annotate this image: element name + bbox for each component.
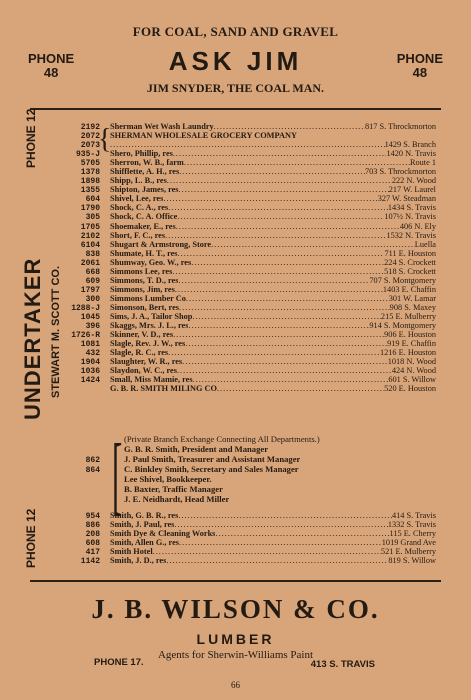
leader-dots [177, 366, 392, 375]
pbx-note-row [56, 434, 436, 444]
listing-address: 1019 Grand Ave [381, 538, 436, 548]
leader-dots [192, 312, 381, 321]
leader-dots [175, 285, 383, 294]
listing-address: 224 S. Crockett [384, 257, 436, 267]
leader-dots [166, 556, 388, 565]
leader-dots [182, 357, 388, 366]
listing-row [56, 312, 436, 321]
listing-address: 1403 E. Chaffin [382, 284, 436, 294]
phone-number: 5705 [80, 159, 100, 169]
brace-icon: { [98, 124, 112, 155]
leader-dots [186, 294, 389, 303]
leader-dots [215, 529, 389, 538]
phone-number: 1288-J [71, 303, 100, 313]
leader-dots [179, 538, 382, 547]
listing-name: Smith, J. D., res [110, 556, 167, 566]
side-undertaker: UNDERTAKER [20, 257, 45, 420]
listing-row [56, 212, 436, 221]
ad-subline: JIM SNYDER, THE COAL MAN. [146, 81, 325, 95]
pbx-line: J. E. Neidhardt, Head Miller [124, 494, 230, 504]
listing-row [56, 538, 436, 547]
leader-dots [176, 222, 400, 231]
phone-number: 668 [85, 267, 100, 277]
listing-name: Sherron, W. B., farm [110, 158, 184, 168]
listing-address: 711 E. Houston [384, 248, 436, 258]
phone-number: 1378 [80, 168, 100, 178]
listing-address: 1420 N. Travis [386, 149, 436, 159]
listing-row [56, 276, 436, 285]
listing-name: Slagle, R. C., res [110, 348, 169, 358]
leader-dots [163, 194, 377, 203]
phone-number: 1142 [80, 557, 100, 567]
pbx-line-row [56, 474, 436, 484]
listing-name: Skaggs, Mrs. J. L., res [110, 321, 189, 331]
listing-address: 521 E. Mulberry [380, 547, 436, 557]
phone-number: 1726-R [71, 331, 100, 341]
listing-row [56, 240, 436, 249]
listing-name: Simmons, T. D., res [110, 275, 179, 285]
listing-row [56, 529, 436, 538]
listing-row [56, 194, 436, 203]
leader-dots [193, 375, 389, 384]
wilson-lumber: LUMBER [196, 631, 275, 647]
phone-number: 886 [85, 521, 100, 531]
pbx-line-row [56, 444, 436, 454]
listing-address: 424 N. Wood [391, 366, 436, 376]
listing-address: 327 W. Steadman [377, 194, 436, 204]
pbx-number-1: 862 [85, 456, 100, 465]
leader-dots [168, 348, 380, 357]
listing-name: Shipton, James, res [110, 185, 179, 195]
pbx-line-row [56, 484, 436, 494]
listing-address: 703 S. Throckmorton [364, 167, 436, 177]
listing-address: 518 S. Crockett [384, 266, 436, 276]
listing-name: Shero, Phillip, res [110, 149, 173, 159]
leader-dots [110, 140, 385, 149]
listing-row [56, 231, 436, 240]
phone-number: 305 [85, 213, 100, 223]
listing-address: 914 S. Montgomery [369, 321, 436, 331]
listing-row [56, 258, 436, 267]
phone-right-number: 48 [412, 65, 428, 80]
leader-dots [191, 258, 384, 267]
listing-row [56, 203, 436, 212]
wilson-agents: Agents for Sherwin-Williams Paint [157, 649, 314, 661]
listing-name: Smith, J. Paul, res [110, 520, 175, 530]
listing-name: Smith Hotel [110, 547, 153, 557]
listing-address: 414 S. Travis [391, 511, 436, 520]
listing-address: 301 W. Lamar [388, 293, 436, 303]
footer-divider [30, 580, 441, 582]
listing-row [56, 384, 436, 393]
listing-address: 919 E. Chaffin [387, 339, 436, 349]
listing-row [56, 520, 436, 529]
phone-number: 208 [85, 530, 100, 540]
leader-dots [173, 149, 387, 158]
leader-dots [177, 212, 384, 221]
leader-dots [173, 330, 384, 339]
phone-number: 1904 [80, 358, 100, 368]
leader-dots [168, 203, 388, 212]
listing-row [56, 375, 436, 384]
side-phone-bottom: PHONE 12 [24, 508, 38, 568]
listing-row [56, 294, 436, 303]
pbx-line-row [56, 464, 436, 474]
listing-address: 707 S. Montgomery [369, 275, 436, 285]
listing-row [56, 122, 436, 131]
leader-dots [179, 185, 389, 194]
phone-number: 609 [85, 276, 100, 286]
listing-row [56, 176, 436, 185]
listing-row [56, 357, 436, 366]
phone-left-label: PHONE [28, 51, 75, 66]
listing-row [56, 321, 436, 330]
listing-address: 406 N. Ely [399, 221, 436, 231]
listing-row [56, 185, 436, 194]
listing-row [56, 158, 436, 167]
phone-number: 1081 [80, 340, 100, 350]
leader-dots [188, 321, 369, 330]
listing-name: Shipp, L. B., res [110, 176, 167, 186]
leader-dots [153, 547, 381, 556]
phone-number: 396 [85, 322, 100, 332]
leader-dots [211, 240, 415, 249]
listing-name: SHERMAN WHOLESALE GROCERY COMPANY [110, 131, 297, 141]
listing-address: 115 E. Cherry [389, 529, 436, 539]
listing-name: Simonson, Bert, res [110, 302, 179, 312]
listing-name: Shivel, Lee, res [110, 194, 164, 204]
listing-row [56, 330, 436, 339]
wilson-address: 413 S. TRAVIS [310, 659, 375, 670]
leader-dots [167, 176, 392, 185]
listing-name: Simmons Lumber Co [110, 293, 186, 303]
listing-name: Slaughter, W. R., res [110, 357, 183, 367]
listing-address: Route 1 [409, 158, 436, 168]
leader-dots [172, 267, 384, 276]
listing-address: 222 N. Wood [391, 176, 436, 186]
wilson-phone: PHONE 17. [94, 657, 144, 668]
listing-row [56, 303, 436, 312]
ad-tagline: FOR COAL, SAND AND GRAVEL [132, 24, 339, 39]
phone-number: 838 [85, 249, 100, 259]
phone-number: 1705 [80, 222, 100, 232]
pbx-line: J. Paul Smith, Treasurer and Assistant Manager [124, 454, 301, 464]
phone-right [397, 52, 443, 80]
listing-address: 817 S. Throckmorton [364, 122, 436, 131]
listing-name: Small, Miss Mamie, res [110, 375, 193, 385]
listing-name: Sims, J. A., Tailor Shop [110, 311, 193, 321]
listing-name: Slaydon, W. C., res [110, 366, 177, 376]
phone-number: 1424 [80, 376, 100, 386]
pbx-line: Lee Shivel, Bookkeeper. [124, 474, 212, 484]
listing-address: 215 E. Mulberry [380, 311, 436, 321]
phone-number: 2073 [80, 141, 100, 151]
listing-row [56, 556, 436, 565]
leader-dots [179, 303, 390, 312]
listing-row [56, 339, 436, 348]
phone-number: 2072 [80, 132, 100, 142]
side-stewart: STEWART M. SCOTT CO. [50, 266, 62, 398]
pbx-line-row [56, 454, 436, 464]
listing-address: 908 S. Maxey [389, 302, 436, 312]
listing-row [56, 167, 436, 176]
listing-name: Shoemaker, E., res [110, 221, 176, 231]
listing-row [56, 222, 436, 231]
header-divider [30, 108, 441, 110]
leader-dots [178, 249, 385, 258]
listing-address: 1434 S. Travis [387, 203, 436, 213]
listing-address: 217 W. Laurel [388, 185, 436, 195]
listing-row [56, 140, 436, 149]
phone-number: 1355 [80, 186, 100, 196]
listing-name: Simmons Lee, res [110, 266, 173, 276]
wilson-advertisement [0, 594, 471, 661]
listing-address: 1018 N. Wood [387, 357, 436, 367]
leader-dots [179, 167, 365, 176]
leader-dots [184, 158, 410, 167]
listing-name: Shock, C. A. Office [110, 212, 178, 222]
pbx-block [56, 434, 436, 504]
ad-headline: ASK JIM [168, 46, 303, 76]
listing-name: Short, F. C., res [110, 230, 166, 240]
listing-name: Smith Dye & Cleaning Works [110, 529, 216, 539]
listing-block-2 [56, 511, 436, 565]
phone-number: 300 [85, 294, 100, 304]
listing-row [56, 149, 436, 158]
pbx-line: G. B. R. Smith, President and Manager [124, 444, 269, 454]
listing-address: 520 E. Houston [384, 384, 436, 394]
page-number: 66 [231, 680, 240, 690]
listing-address: 1216 E. Houston [379, 348, 436, 358]
phone-number: 1045 [80, 312, 100, 322]
listing-name: Shifflette, A. H., res [110, 167, 180, 177]
pbx-line-row [56, 494, 436, 504]
listing-row [56, 131, 436, 140]
phone-number: 2061 [80, 258, 100, 268]
leader-dots [178, 276, 369, 285]
phone-number: 6104 [80, 240, 100, 250]
listing-name: Simmons, Jim, res [110, 284, 175, 294]
leader-dots [214, 122, 365, 131]
listing-address: 1532 N. Travis [386, 230, 436, 240]
phone-right-label: PHONE [396, 51, 443, 66]
phone-number: 954 [85, 512, 100, 521]
leader-dots [217, 384, 384, 393]
listing-name: Slagle, Rev. J. W., res [110, 339, 186, 349]
listing-row [56, 348, 436, 357]
listing-name: Sherman Wet Wash Laundry [110, 122, 214, 131]
phone-number: 2102 [80, 231, 100, 241]
pbx-line: B. Baxter, Traffic Manager [124, 484, 223, 494]
phone-number: 2192 [80, 123, 100, 132]
listing-name: Shumate, H. T., res [110, 248, 178, 258]
phone-number: 604 [85, 195, 100, 205]
listing-name: Shugart & Armstrong, Store [110, 239, 212, 249]
pbx-bracket-icon: [ [112, 427, 123, 524]
listing-address: 1332 S. Travis [387, 520, 436, 530]
listing-address: 601 S. Willow [388, 375, 436, 385]
listing-name: Shumway, Geo. W., res [110, 257, 192, 267]
side-phone-top: PHONE 12 [24, 108, 38, 168]
listing-name: Shock, C. A., res [110, 203, 169, 213]
listing-row [56, 511, 436, 520]
listing-name: Smith, G. B. R., res [110, 511, 179, 520]
listing-address: 1429 S. Branch [384, 140, 436, 150]
listing-row [56, 366, 436, 375]
phone-left-number: 48 [43, 65, 59, 80]
leader-dots [174, 520, 387, 529]
leader-dots [165, 231, 386, 240]
leader-dots [185, 339, 387, 348]
listing-block-1 [56, 122, 436, 393]
phone-number: 417 [85, 548, 100, 558]
listing-row [56, 547, 436, 556]
pbx-number-2: 864 [85, 466, 100, 475]
phone-number: 1898 [80, 177, 100, 187]
listing-address: 906 E. Houston [384, 330, 436, 340]
listing-row [56, 267, 436, 276]
pbx-line: C. Binkley Smith, Secretary and Sales Manager [124, 464, 299, 474]
listing-name: Skinner, V. D., res [110, 330, 174, 340]
listing-row [56, 285, 436, 294]
phone-number: 1790 [80, 204, 100, 214]
listing-row [56, 249, 436, 258]
phone-number: 608 [85, 539, 100, 549]
phone-left [28, 52, 74, 80]
phone-number: 432 [85, 349, 100, 359]
phone-number: 935-J [75, 150, 100, 160]
phone-number: 1797 [80, 285, 100, 295]
leader-dots [178, 511, 392, 520]
listing-address: 819 S. Willow [388, 556, 436, 566]
phone-number: 1036 [80, 367, 100, 377]
listing-address: 107½ N. Travis [384, 212, 436, 222]
listing-address: Luella [414, 239, 436, 249]
pbx-note: (Private Branch Exchange Connecting All Departments.) [124, 434, 320, 444]
wilson-company: J. B. WILSON & CO. [91, 594, 380, 624]
listing-name: Smith, Allen G., res [110, 538, 179, 548]
listing-name: G. B. R. SMITH MILING CO [110, 384, 217, 394]
